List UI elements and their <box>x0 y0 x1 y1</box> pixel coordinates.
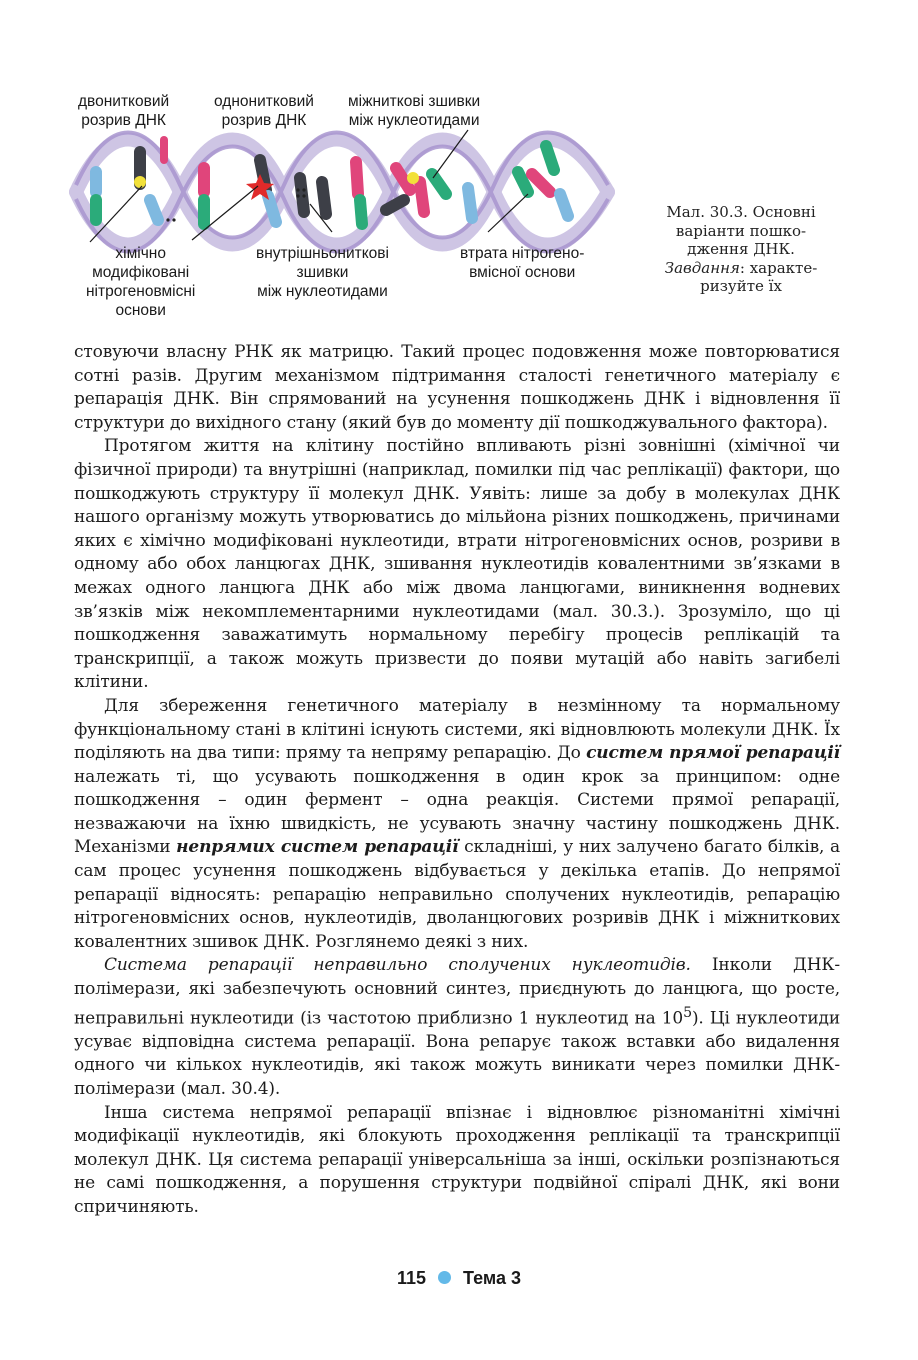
text-run: складніші, у них залучено багато білків, а сам процес усунення пошкоджень відбувається у декілька етапів. До непрямої репарації відносять: репарацію неправильно сполучених нуклеотидів, репарацію нітрогеновмісних основ, нуклеотидів, дволанцюгових розривів ДНК і міжниткових ковалентних зшивок ДНК. Розглянемо деякі з них. <box>74 837 841 952</box>
label-line: модифіковані <box>92 264 190 281</box>
label-line: розрив ДНК <box>221 112 307 129</box>
paragraph <box>74 695 840 955</box>
caption-task-line <box>638 259 844 278</box>
label-line: між нуклеотидами <box>348 112 480 129</box>
paragraph: Інша система непрямої репарації впізнає і відновлює різноманітні хімічні модифікації нуклеотидів, які блокують проходження реплікації та транскрипції молекул ДНК. Ця система репарації універсальніша за інші, оскільки розпізнаються не самі пошкодження, а порушення структури подвійної спіралі ДНК, які вони спричиняють. <box>74 1102 840 1218</box>
label-line: нітрогеновмісні <box>86 283 196 300</box>
page-number: 115 <box>396 1268 427 1288</box>
text-run: належать ті, що усувають пошкодження в один крок за принципом: одне пошкодження – один фермент – одна реакція. Системи прямої репарації, незважаючи на їхню швидкість, не усувають значну частину пошкоджень ДНК. Механізми <box>74 766 840 858</box>
caption-task-text: : характе- <box>739 258 818 277</box>
label-line: основи <box>115 302 166 319</box>
text-run: Інколи ДНК-полімерази, які забезпечують основний синтез, приєднують до ланцюга, що росте, неправильні нуклеотиди (із частотою приблизно 1 нуклеотид на 10 <box>74 955 840 1029</box>
label-chemically-modified-bases <box>86 244 195 320</box>
label-line: однонитковий <box>214 93 314 110</box>
label-line: хімічно <box>115 245 166 262</box>
bullet-dot-icon <box>438 1271 451 1284</box>
paragraph <box>74 954 840 1101</box>
label-single-strand-break <box>214 92 314 130</box>
label-base-loss <box>460 244 584 282</box>
label-line: втрата нітрогено- <box>460 245 585 262</box>
label-line: міжниткові зшивки <box>348 93 481 110</box>
label-intrastrand-crosslinks <box>256 244 389 301</box>
label-interstrand-crosslinks <box>348 92 480 130</box>
label-line: розрив ДНК <box>81 112 166 129</box>
label-line: внутрішньониткові <box>256 245 389 262</box>
topic-label: Тема 3 <box>463 1268 522 1288</box>
caption-line: варіанти пошко- <box>675 221 807 240</box>
superscript: 5 <box>683 1004 692 1021</box>
figure-caption <box>638 203 844 296</box>
term-indirect-repair: непрямих систем репарації <box>176 837 459 858</box>
label-double-strand-break <box>78 92 169 130</box>
caption-line: Мал. 30.3. Основні <box>666 203 816 221</box>
paragraph: стовуючи власну РНК як матрицю. Такий процес подовження може повторюватися сотні разів. Другим механізмом підтримання сталості генетичного матеріалу є репарація ДНК. Він спрямований на усунення пошкоджень ДНК і відновлення її структури до вихідного стану (який був до моменту дії пошкоджувального фактора). <box>74 342 840 433</box>
body-text <box>74 341 840 1220</box>
term-direct-repair: систем прямої репарації <box>586 743 840 764</box>
caption-line: дження ДНК. <box>687 240 795 258</box>
dna-damage-figure <box>68 82 628 320</box>
modified-base-marker <box>134 176 146 188</box>
paragraph: Протягом життя на клітину постійно впливають різні зовнішні (хімічної чи фізичної природи) та внутрішні (наприклад, помилки під час реплікації) фактори, що пошкоджують структуру її молекул ДНК. Уявіть: лише за добу в молекулах ДНК нашого організму можуть утворюватись до мільйона різних пошкоджень, причинами яких є хімічно модифіковані нуклеотиди, втрати нітрогеновмісних основ, розриви в одному або обох ланцюгах ДНК, зшивання нуклеотидів ковалентними зв’язками в межах одного ланцюга ДНК або між двома ланцюгами, виникнення водневих зв’язків між некомплементарними нуклеотидами (мал. 30.3.). Зрозуміло, що ці пошкодження заважатимуть нормальному перебігу процесів реплікацій та транскрипції, а також можуть призвести до появи мутацій або навіть загибелі клітини. <box>74 436 840 693</box>
text-run: Для збереження генетичного матеріалу в незмінному та нормальному функціональному стані в клітині існують системи, які відновлюють молекули ДНК. Їх поділяють на два типи: пряму та непряму репарацію. До <box>74 695 840 764</box>
page-footer <box>0 1268 918 1289</box>
label-line: зшивки <box>296 264 349 281</box>
caption-line: ризуйте їх <box>700 277 782 295</box>
caption-task-label: Завдання <box>664 258 740 277</box>
label-line: двонитковий <box>78 93 170 110</box>
term-mismatch-repair: Система репарації неправильно сполучених нуклеотидів. <box>104 955 691 976</box>
label-line: між нуклеотидами <box>257 283 388 300</box>
label-line: вмісної основи <box>469 264 576 281</box>
text-run: ). Ці нуклеотиди усуває відповідна система репарації. Вона репарує також вставки або видалення одного чи кількох нуклеотидів, які також можуть виникати через помилки ДНК-полімерази (мал. 30.4). <box>74 1008 841 1100</box>
